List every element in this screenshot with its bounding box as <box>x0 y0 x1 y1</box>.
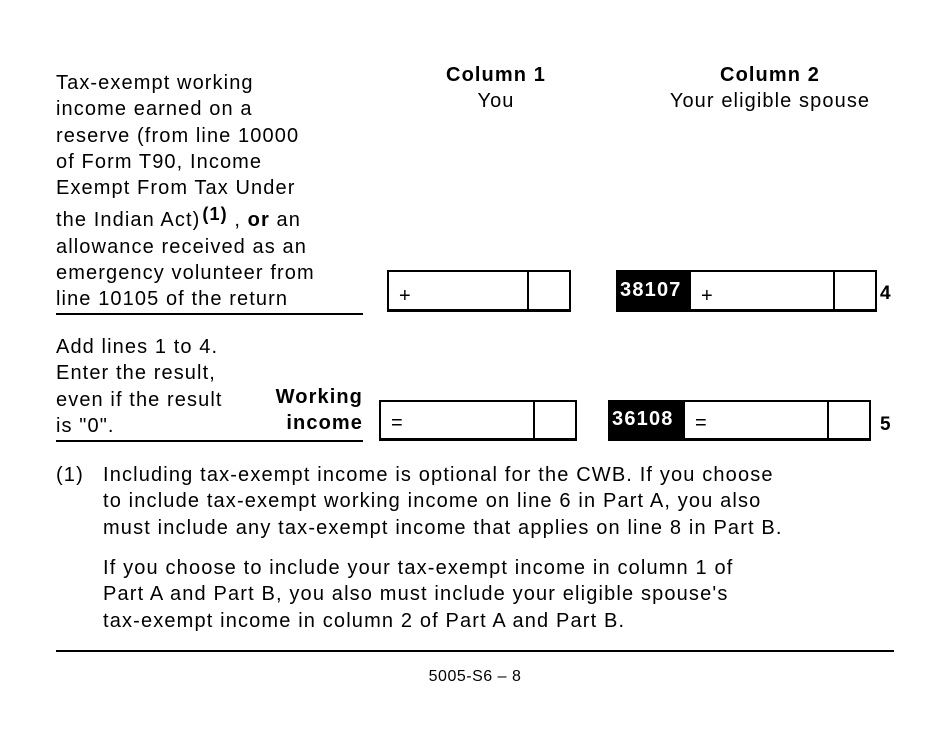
line-4-column-1-cents[interactable] <box>527 272 569 309</box>
line-number-5: 5 <box>880 414 891 435</box>
footnote-ref: (1) <box>202 204 228 225</box>
footer-divider <box>56 650 894 652</box>
description-line: Tax-exempt working <box>56 72 254 94</box>
column-2-header <box>640 62 900 114</box>
line-4-description <box>56 70 315 313</box>
line-5-column-2-input[interactable] <box>683 400 871 441</box>
footnote-paragraph-2 <box>103 555 733 634</box>
line-4-column-1-input[interactable] <box>387 270 571 312</box>
column-1-subtitle: You <box>477 90 515 112</box>
working-income-label-line: income <box>286 412 363 435</box>
description-line: reserve (from line 10000 <box>56 124 300 147</box>
plus-operator: + <box>399 285 411 307</box>
equals-operator: = <box>695 412 707 434</box>
line-number-4: 4 <box>880 283 891 304</box>
line-4-column-2-input[interactable] <box>689 270 877 312</box>
footnote-line: Part A and Part B, you also must include your eligible spouse's <box>103 583 729 606</box>
description-text: the Indian Act) <box>56 209 201 232</box>
footnote-line: If you choose to include your tax-exempt income in column 1 of <box>103 557 734 579</box>
line-5-column-1-input[interactable] <box>379 400 577 441</box>
column-1-header <box>406 62 586 114</box>
column-2-title: Column 2 <box>720 64 820 86</box>
footnote-line: Including tax-exempt income is optional for the CWB. If you choose <box>103 464 774 486</box>
description-line: Enter the result, <box>56 362 216 385</box>
working-income-label <box>240 384 363 437</box>
description-line: emergency volunteer from <box>56 262 315 285</box>
plus-operator: + <box>701 285 713 307</box>
description-line: even if the result <box>56 388 223 411</box>
description-line: allowance received as an <box>56 235 307 258</box>
working-income-label-line: Working <box>275 386 363 408</box>
footnote-paragraph-1 <box>103 462 783 541</box>
equals-operator: = <box>391 412 403 434</box>
description-line: of Form T90, Income <box>56 150 263 173</box>
line-5-description <box>56 334 223 439</box>
description-line: Add lines 1 to 4. <box>56 336 219 358</box>
description-line: income earned on a <box>56 98 253 121</box>
page-number: 5005-S6 – 8 <box>428 668 522 685</box>
column-2-subtitle: Your eligible spouse <box>669 90 871 112</box>
line-4-column-2-cents[interactable] <box>833 272 875 309</box>
line-5-divider <box>56 440 363 442</box>
description-line: is "0". <box>56 414 115 437</box>
line-5-column-1-cents[interactable] <box>533 402 575 438</box>
footnote-line: to include tax-exempt working income on line 6 in Part A, you also <box>103 490 762 513</box>
description-text: an <box>269 209 301 232</box>
line-5-column-2-cents[interactable] <box>827 402 869 438</box>
line-38107-code: 38107 <box>616 270 690 312</box>
footnote-line: must include any tax-exempt income that applies on line 8 in Part B. <box>103 516 783 539</box>
footnote-marker: (1) <box>56 464 84 486</box>
description-line: Exempt From Tax Under <box>56 177 296 200</box>
or-keyword: or <box>247 209 270 232</box>
footnote-line: tax-exempt income in column 2 of Part A and Part B. <box>103 609 626 632</box>
line-4-divider <box>56 313 363 315</box>
description-line <box>56 201 315 233</box>
description-text: , <box>227 209 248 232</box>
column-1-title: Column 1 <box>446 64 546 86</box>
line-36108-code: 36108 <box>608 400 684 441</box>
description-line: line 10105 of the return <box>56 288 289 311</box>
